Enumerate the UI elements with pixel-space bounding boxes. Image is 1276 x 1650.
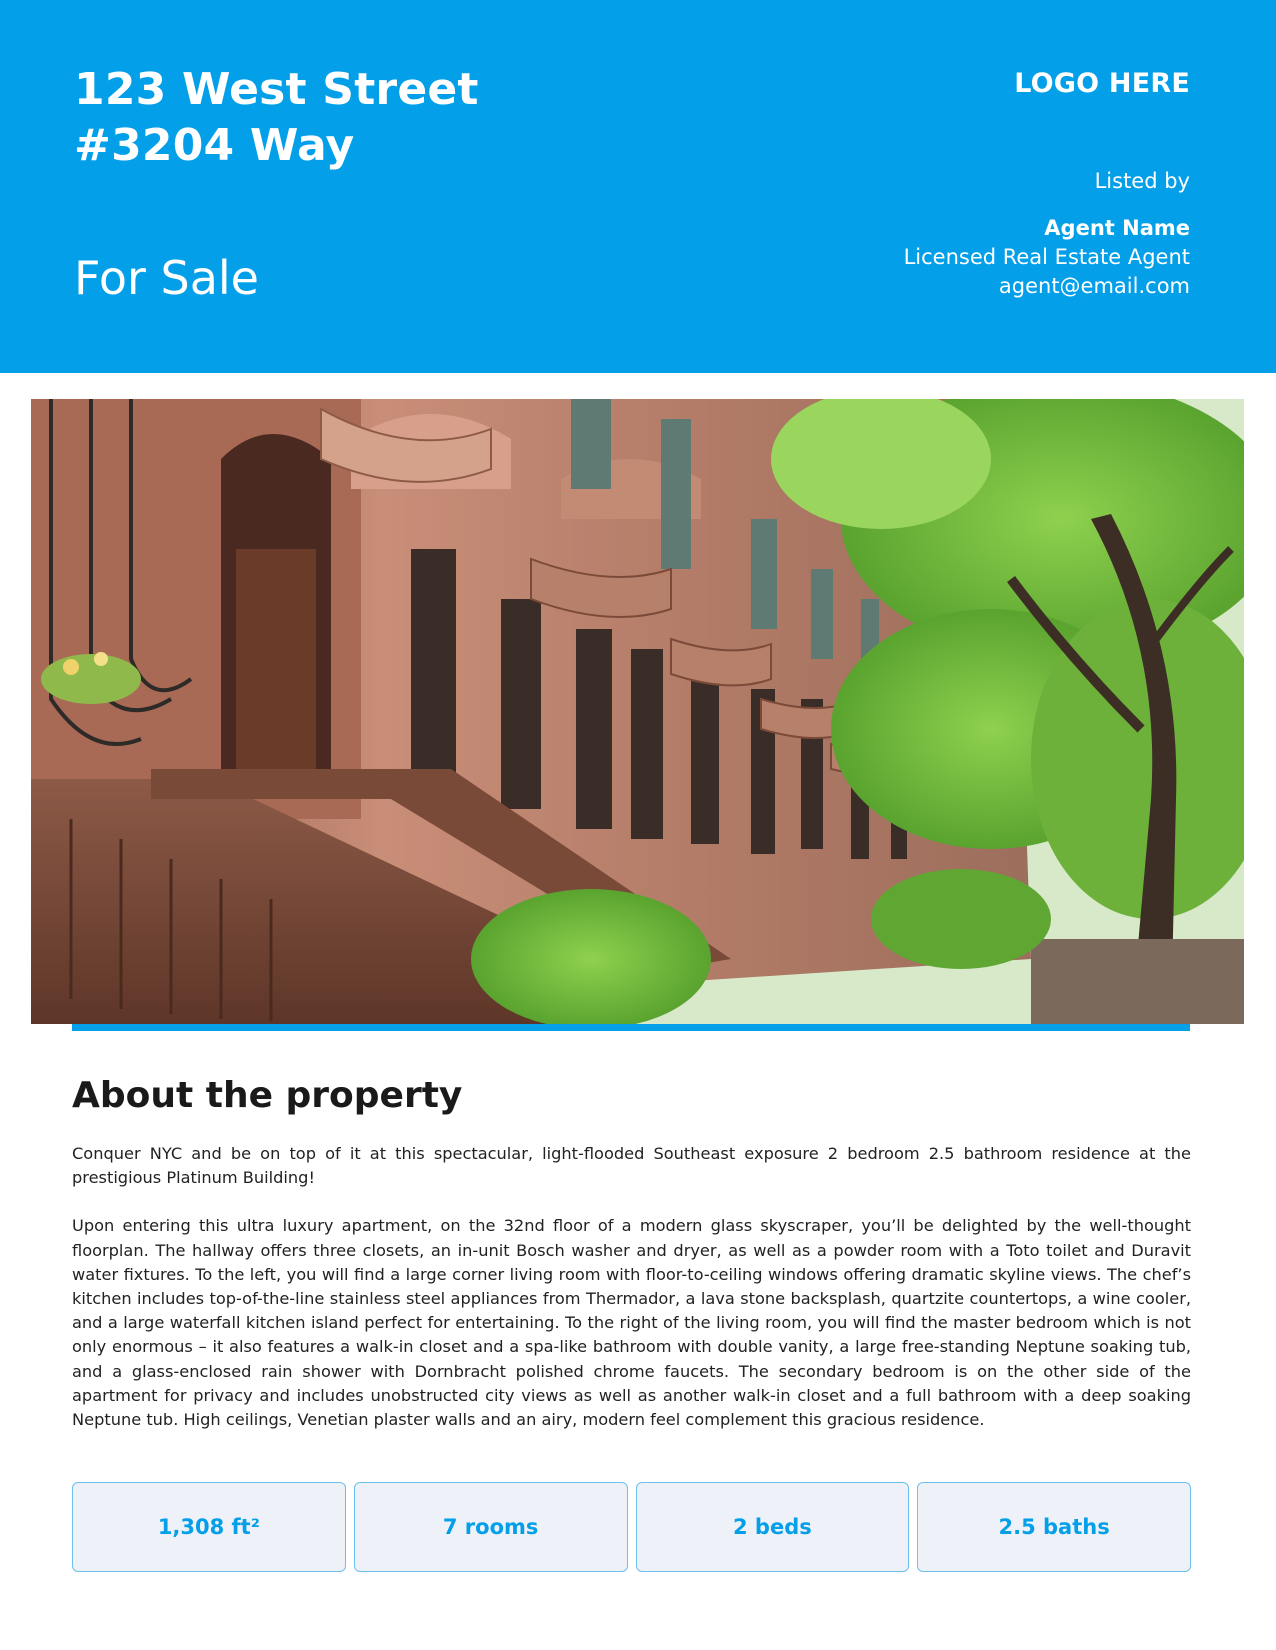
property-stats — [72, 1482, 1191, 1572]
accent-divider — [72, 1024, 1190, 1031]
header-banner — [0, 0, 1276, 373]
property-photo — [31, 399, 1244, 1024]
stat-rooms: 7 rooms — [354, 1482, 628, 1572]
stat-beds: 2 beds — [636, 1482, 910, 1572]
agent-title: Licensed Real Estate Agent — [903, 245, 1190, 269]
address-line-1: 123 West Street — [74, 64, 479, 115]
listed-by-label: Listed by — [1094, 169, 1190, 193]
about-heading: About the property — [72, 1075, 463, 1116]
about-paragraph-2: Upon entering this ultra luxury apartment, on the 32nd floor of a modern glass skyscraper, you’ll be delighted by the well-thought floorplan. The hallway offers three closets, an in-unit Bosch washer and dryer, as well as a powder room with a Toto toilet and Duravit water fixtures. To the left, you will find a large corner living room with floor-to-ceiling windows offering dramatic skyline views. The chef’s kitchen includes top-of-the-line stainless steel appliances from Thermador, a lava stone backsplash, quartzite countertops, a wine cooler, and a large waterfall kitchen island perfect for entertaining. To the right of the living room, you will find the master bedroom which is not only enormous – it also features a walk-in closet and a spa-like bathroom with double vanity, a large free-standing Neptune soaking tub, and a glass-enclosed rain shower with Dornbracht polished chrome faucets. The secondary bedroom is on the other side of the apartment for privacy and includes unobstructed city views as well as another walk-in closet and a full bathroom with a deep soaking Neptune tub. High ceilings, Venetian plaster walls and an airy, modern feel complement this gracious residence. — [72, 1216, 1191, 1430]
agent-name: Agent Name — [1044, 216, 1190, 240]
logo-placeholder: LOGO HERE — [1014, 68, 1190, 99]
about-description — [72, 1142, 1191, 1456]
address-line-2: #3204 Way — [74, 120, 355, 171]
about-paragraph-1: Conquer NYC and be on top of it at this spectacular, light-flooded Southeast exposure 2 bedroom 2.5 bathroom residence at the prestigious Platinum Building! — [72, 1144, 1191, 1188]
stat-area: 1,308 ft² — [72, 1482, 346, 1572]
stat-baths: 2.5 baths — [917, 1482, 1191, 1572]
agent-email[interactable]: agent@email.com — [998, 274, 1190, 298]
property-address — [74, 62, 479, 174]
listing-status: For Sale — [74, 251, 259, 305]
agent-info — [904, 214, 1190, 301]
